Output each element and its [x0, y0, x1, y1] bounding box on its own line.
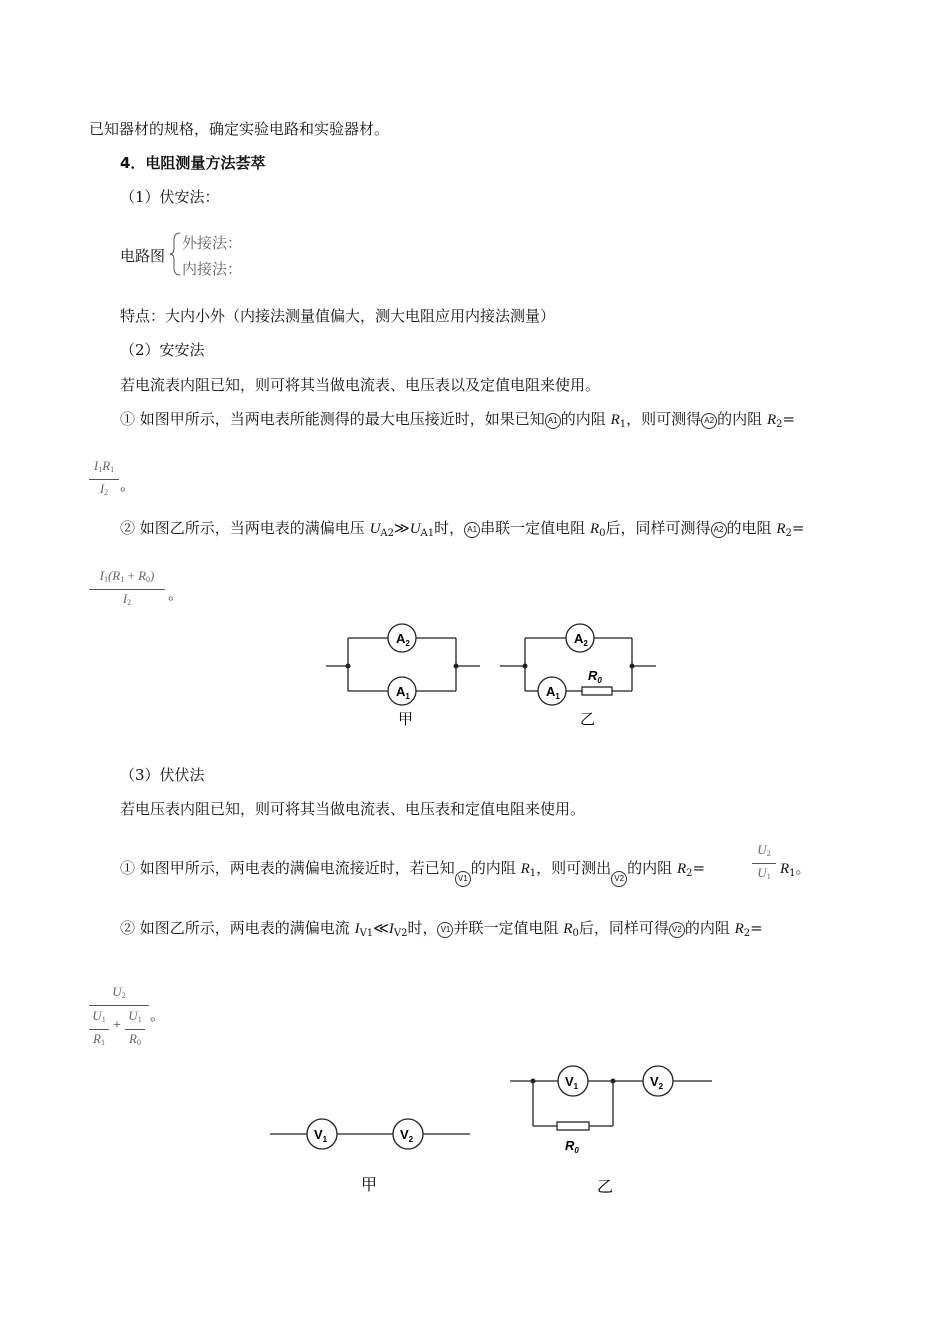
ammeter-a1-icon: A1	[545, 413, 561, 429]
meter-a2-label: $A_2$	[574, 631, 588, 648]
subsection-2-title: （2）安安法	[120, 341, 205, 359]
subsection-3-text: 若电压表内阻已知，则可将其当做电流表、电压表和定值电阻来使用。	[120, 800, 586, 818]
junction-dot	[611, 1079, 616, 1084]
junction-dot	[346, 664, 351, 669]
caption-yi: 乙	[580, 711, 596, 728]
junction-dot	[454, 664, 459, 669]
meter-v2-label: $V_2$	[650, 1074, 664, 1091]
formula-i1r1-over-i2: I1R1 I2	[89, 458, 119, 501]
resistor-r0-label: $R_0$	[565, 1138, 579, 1155]
outer-connection-label: 外接法：	[182, 234, 243, 252]
meter-v1-label: $V_1$	[314, 1127, 328, 1144]
inner-connection-label: 内接法：	[182, 260, 243, 278]
ammeter-circuits-figure	[320, 620, 670, 735]
ammeter-a2-icon: A2	[701, 413, 717, 429]
meter-v1-label: $V_1$	[565, 1074, 579, 1091]
formula-i1-r1-plus-r0-over-i2: I1(R1 + R0) I2	[89, 568, 165, 611]
junction-dot	[523, 664, 528, 669]
subsection-1-title: （1）伏安法：	[120, 188, 220, 206]
subsection-3-title: （3）伏伏法	[120, 766, 205, 784]
period-1: 。	[120, 476, 136, 494]
volt-method-2-line: ② 如图乙所示，两电表的满偏电流 $I_{V1}≪I_{V2}$时， V1 并联一定值电阻 $R_0$后，同样可得 V2 的内阻 $R_2=$	[120, 919, 763, 939]
intro-line: 已知器材的规格，确定实验电路和实验器材。	[89, 120, 390, 138]
amp-method-1-line: ① 如图甲所示，当两电表所能测得的最大电压接近时，如果已知 A1 的内阻 $R_1$，则可测得 A2 的内阻 $R_2=$	[120, 410, 796, 430]
meter-a2-label: $A_2$	[396, 631, 410, 648]
voltmeter-v1-icon: V1	[455, 871, 471, 887]
meter-v2-label: $V_2$	[400, 1127, 414, 1144]
resistor-r0-label: $R_0$	[588, 668, 602, 685]
voltmeter-v1-icon: V1	[437, 922, 453, 938]
meter-a1-label: $A_1$	[396, 684, 410, 701]
junction-dot	[531, 1079, 536, 1084]
period-3: 。	[150, 1006, 166, 1024]
voltmeter-v2-icon: V2	[611, 871, 627, 887]
subsection-2-text: 若电流表内阻已知，则可将其当做电流表、电压表以及定值电阻来使用。	[120, 376, 601, 394]
section-heading: 4．电阻测量方法荟萃	[120, 154, 266, 172]
volt-circuit-yi	[510, 1066, 712, 1130]
period-2: 。	[168, 585, 184, 603]
voltmeter-circuits-figure	[265, 1060, 725, 1200]
brace-icon	[170, 232, 182, 276]
voltmeter-v2-icon: V2	[669, 922, 685, 938]
volt-method-1-line: ① 如图甲所示，两电表的满偏电流接近时，若已知V1的内阻 $R_1$，则可测出V2的内阻 $R_2=$	[120, 857, 705, 887]
ammeter-a1-icon: A1	[464, 522, 480, 538]
junction-dot	[630, 664, 635, 669]
volt-circuit-jia	[270, 1119, 470, 1149]
caption-yi: 乙	[597, 1179, 614, 1196]
formula-r1-tail: $R_1$。	[780, 859, 811, 879]
ammeter-a2-icon: A2	[711, 522, 727, 538]
caption-jia: 甲	[361, 1177, 378, 1194]
caption-jia: 甲	[398, 711, 414, 728]
circuit-label: 电路图	[120, 247, 166, 265]
formula-u2-over-u1: U2 U1	[752, 842, 776, 885]
feature-line: 特点：大内小外（内接法测量值偏大，测大电阻应用内接法测量）	[120, 307, 556, 325]
formula-compound-fraction: U2 U1 R1 + U1 R0	[89, 984, 149, 1048]
amp-method-2-line: ② 如图乙所示，当两电表的满偏电压 $U_{A2}≫U_{A1}$时， A1 串联一定值电阻 $R_0$后，同样可测得 A2 的电阻 $R_2=$	[120, 519, 805, 539]
meter-a1-label: $A_1$	[546, 684, 560, 701]
